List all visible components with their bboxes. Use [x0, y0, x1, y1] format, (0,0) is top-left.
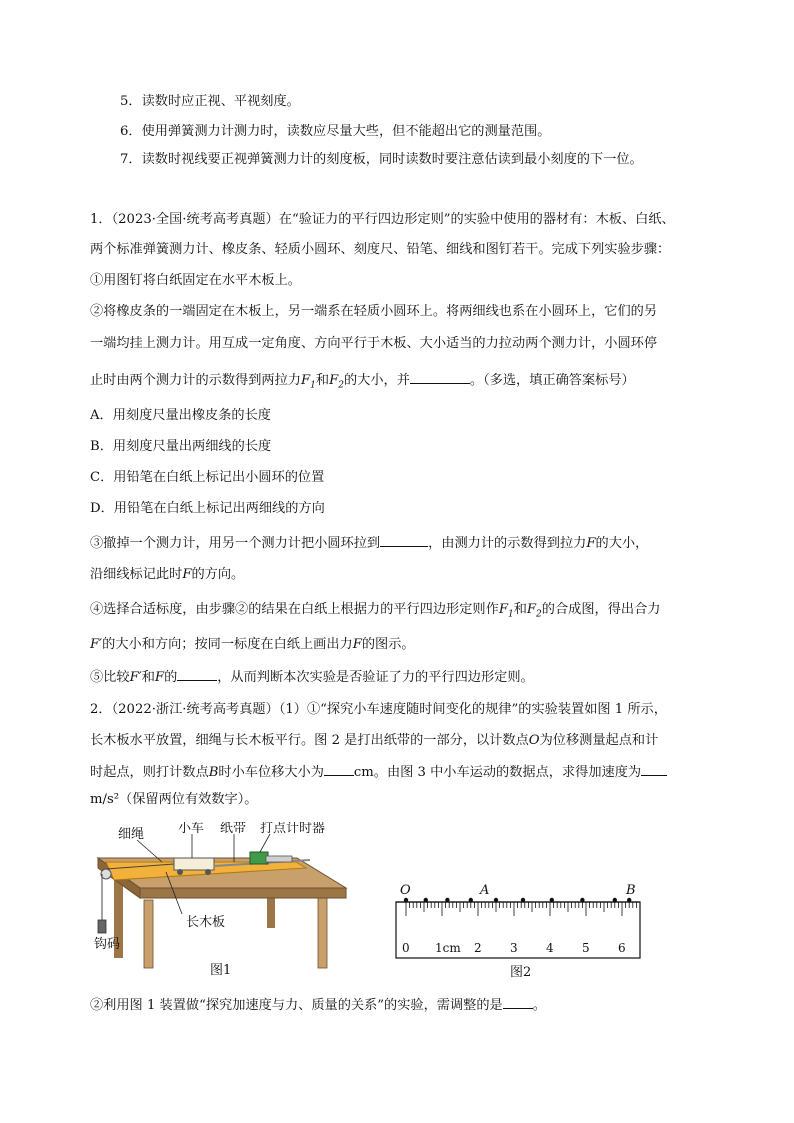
F1-symbol: $F_1$ — [301, 373, 316, 391]
text: ，从而判断本次实验是否验证了力的平行四边形定则。 — [217, 670, 534, 685]
option-b: B．用刻度尺量出两细线的长度 — [90, 439, 272, 454]
text: 的合成图，得出合力 — [541, 602, 661, 617]
and-text: 和 — [513, 602, 527, 617]
answer-blank[interactable] — [177, 666, 217, 681]
q2-line4: m/s²（保留两位有效数字）。 — [90, 792, 258, 807]
cart — [174, 858, 214, 870]
answer-blank[interactable] — [641, 761, 667, 776]
text: ③撤掉一个测力计，用另一个测力计把小圆环拉到 — [90, 536, 381, 551]
ruler-number-0: 0 — [402, 941, 410, 955]
F-symbol: F — [182, 567, 192, 582]
timer-base — [266, 856, 292, 862]
q1-line2: 两个标准弹簧测力计、橡皮条、轻质小圆环、刻度尺、铅笔、细线和图钉若干。完成下列实验步骤： — [90, 242, 671, 257]
cart-wheel — [177, 869, 183, 875]
F-symbol: F — [154, 670, 165, 685]
ruler-number-6: 6 — [618, 941, 626, 955]
label-cart: 小车 — [178, 822, 205, 836]
point-O: O — [528, 733, 540, 748]
text: 的 — [164, 670, 178, 685]
text: ，由测力计的示数得到拉力 — [428, 536, 587, 551]
q1-step2-c — [90, 369, 635, 396]
answer-blank[interactable] — [410, 369, 470, 384]
text: 时起点，则打计数点 — [90, 765, 209, 780]
ruler-number-2: 2 — [474, 941, 482, 955]
timer — [250, 852, 268, 864]
answer-blank[interactable] — [503, 994, 533, 1009]
F-prime-symbol: F′ — [90, 637, 103, 652]
text: 。（多选，填正确答案标号） — [469, 373, 635, 388]
option-a: A．用刻度尺量出橡皮条的长度 — [90, 408, 271, 423]
F-prime-symbol: F′ — [129, 670, 142, 685]
label-board: 长木板 — [186, 915, 226, 930]
point-label-O: O — [400, 883, 411, 898]
text: 沿细线标记此时 — [90, 567, 183, 582]
text: 的大小和方向；按同一标度在白纸上画出力 — [102, 637, 353, 652]
ruler-number-5: 5 — [582, 941, 590, 955]
text: 的大小，并 — [343, 373, 410, 388]
and-text: 和 — [315, 373, 330, 388]
ruler-number-4: 4 — [546, 941, 554, 955]
text: ④选择合适标度，由步骤②的结果在白纸上根据力的平行四边形定则作 — [90, 602, 499, 617]
F-symbol: F — [352, 637, 362, 652]
text: 为位移测量起点和计 — [539, 733, 659, 748]
answer-blank[interactable] — [380, 532, 428, 547]
table-leg — [144, 900, 153, 968]
text: cm。由图 3 中小车运动的数据点，求得加速度为 — [353, 765, 642, 780]
text: 的图示。 — [361, 637, 415, 652]
figure-2 — [392, 880, 652, 984]
q1-step2-b: 一端均挂上测力计。用互成一定角度、方向平行于木板、大小适当的力拉动两个测力计，小圆环停 — [90, 336, 658, 351]
label-timer: 打点计时器 — [260, 822, 326, 836]
q1-line1: 1．（2023·全国·统考高考真题）在“验证力的平行四边形定则”的实验中使用的器材有：木板、白纸、 — [90, 212, 675, 227]
label-rope: 细绳 — [118, 827, 145, 842]
F2-symbol: $F_2$ — [526, 602, 542, 620]
q2-step2 — [90, 994, 546, 1016]
text: 的方向。 — [191, 567, 245, 582]
ruler-number-1: 1cm — [435, 941, 461, 955]
q1-step2-a: ②将橡皮条的一端固定在木板上，另一端系在轻质小圆环上。将两细线也系在小圆环上，它们的另 — [90, 304, 658, 319]
text: 和 — [141, 670, 155, 685]
tip-6: 6．使用弹簧测力计测力时，读数应尽量大些，但不能超出它的测量范围。 — [120, 124, 551, 139]
label-tape: 纸带 — [220, 822, 247, 836]
q1-step5 — [90, 666, 534, 688]
F2-symbol: $F_2$ — [329, 373, 344, 391]
text: 。 — [532, 998, 546, 1013]
tip-7: 7．读数时视线要正视弹簧测力计的刻度板，同时读数时要注意估读到最小刻度的下一位。 — [120, 152, 643, 167]
ruler-number-3: 3 — [510, 941, 518, 955]
q2-line3 — [90, 761, 667, 783]
label-weight: 钩码 — [94, 937, 121, 952]
text: 止时由两个测力计的示数得到两拉力 — [90, 373, 301, 388]
text: 的大小， — [595, 536, 649, 551]
ruler-tape-diagram — [392, 880, 652, 984]
q2-line1: 2．（2022·浙江·统考高考真题）（1）①“探究小车速度随时间变化的规律”的实验装置如图 1 所示， — [90, 702, 667, 717]
point-label-B: B — [626, 883, 636, 898]
q1-step4-a — [90, 600, 660, 625]
ruler-frame — [396, 902, 640, 958]
point-label-A: A — [480, 883, 490, 898]
experiment-apparatus-diagram — [92, 822, 352, 982]
F1-symbol: $F_1$ — [498, 602, 514, 620]
leader-line — [260, 834, 270, 852]
ruler-ticks — [404, 898, 640, 916]
q1-step3-b — [90, 565, 244, 585]
tip-5: 5．读数时应正视、平视刻度。 — [120, 94, 300, 109]
text: 时小车位移大小为 — [218, 765, 324, 780]
figure-1-caption: 图1 — [210, 963, 232, 978]
text: 长木板水平放置，细绳与长木板平行。图 2 是打出纸带的一部分，以计数点 — [90, 733, 529, 748]
F-symbol: F — [586, 536, 596, 551]
option-d: D．用铅笔在白纸上标记出两细线的方向 — [90, 501, 325, 516]
point-B: B — [208, 765, 219, 780]
option-c: C．用铅笔在白纸上标记出小圆环的位置 — [90, 470, 325, 485]
figure-2-caption: 图2 — [510, 965, 532, 980]
table-edge — [140, 888, 346, 898]
cart-wheel — [205, 869, 211, 875]
table-leg — [318, 898, 327, 968]
text: ②利用图 1 装置做“探究加速度与力、质量的关系”的实验，需调整的是 — [90, 998, 503, 1013]
q1-step4-b — [90, 635, 415, 655]
text: ⑤比较 — [90, 670, 130, 685]
q2-line2 — [90, 731, 658, 751]
hook-weight — [98, 920, 106, 933]
q1-step1: ①用图钉将白纸固定在水平木板上。 — [90, 273, 301, 288]
answer-blank[interactable] — [324, 761, 354, 776]
q1-step3-a — [90, 532, 648, 554]
figure-1 — [92, 822, 352, 982]
